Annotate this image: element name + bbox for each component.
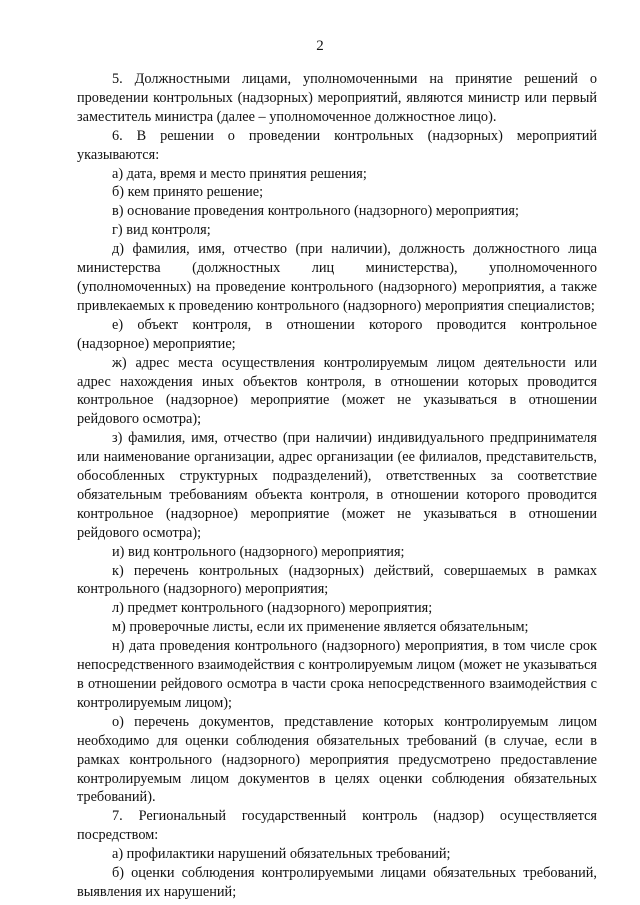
list-item-l: л) предмет контрольного (надзорного) мероприятия; (112, 600, 433, 617)
paragraph-5: 5. Должностными лицами, уполномоченными на принятие решений о проведении контрольных (надзорных) мероприятий, являются министр или первый заместитель министра (далее – уполномоченное должностное лицо). (77, 71, 597, 125)
list-item-7b: б) оценки соблюдения контролируемыми лицами обязательных требований, выявления их нарушений; (77, 865, 597, 900)
list-item-z: з) фамилия, имя, отчество (при наличии) индивидуального предпринимателя или наименование организации, адрес организации (ее филиалов, представительств, обособленных структурных подразделений), ответственных за соответствие обязательным требованиям объекта контроля, в отношении которого проводится контрольное (надзорное) мероприятие (может не указываться в отношении рейдового осмотра); (77, 430, 597, 541)
paragraph-7: 7. Региональный государственный контроль (надзор) осуществляется посредством: (77, 808, 597, 844)
paragraph-6: 6. В решении о проведении контрольных (надзорных) мероприятий указываются: (77, 127, 597, 163)
list-item-o: о) перечень документов, представление которых контролируемым лицом необходимо для оценки соблюдения обязательных требований (в случае, если в рамках контрольного (надзорного) мероприятия предусмотрено предоставление контролируемым лицом документов в целях оценки соблюдения обязательных требований). (77, 713, 597, 806)
list-item-d: д) фамилия, имя, отчество (при наличии), должность должностного лица министерства (должностных лиц министерства), уполномоченного (уполномоченных) на проведение контрольного (надзорного) мероприятия, а также привлекаемых к проведению контрольного (надзорного) мероприятия специалистов; (77, 241, 597, 314)
page-number: 2 (316, 38, 324, 54)
list-item-n: н) дата проведения контрольного (надзорного) мероприятия, в том числе срок непосредственного взаимодействия с контролируемым лицом (может не указываться в отношении рейдового осмотра в части срока непосредственного взаимодействия с контролируемым лицом); (77, 638, 597, 711)
list-item-g: г) вид контроля; (112, 222, 211, 239)
list-item-m: м) проверочные листы, если их применение является обязательным; (112, 619, 529, 636)
list-item-a: а) дата, время и место принятия решения; (112, 165, 367, 182)
list-item-zh: ж) адрес места осуществления контролируемым лицом деятельности или адрес нахождения иных объектов контроля, в отношении которых проводится контрольное (надзорное) мероприятие (может не указываться в отношении рейдового осмотра); (77, 354, 597, 428)
list-item-e: е) объект контроля, в отношении которого проводится контрольное (надзорное) мероприятие; (77, 316, 597, 352)
list-item-7a: а) профилактики нарушений обязательных требований; (112, 846, 451, 863)
list-item-b: б) кем принято решение; (112, 184, 264, 201)
list-item-k: к) перечень контрольных (надзорных) действий, совершаемых в рамках контрольного (надзорного) мероприятия; (77, 562, 597, 598)
list-item-i: и) вид контрольного (надзорного) мероприятия; (112, 543, 405, 560)
document-body (77, 70, 597, 902)
list-item-v: в) основание проведения контрольного (надзорного) мероприятия; (112, 203, 519, 220)
